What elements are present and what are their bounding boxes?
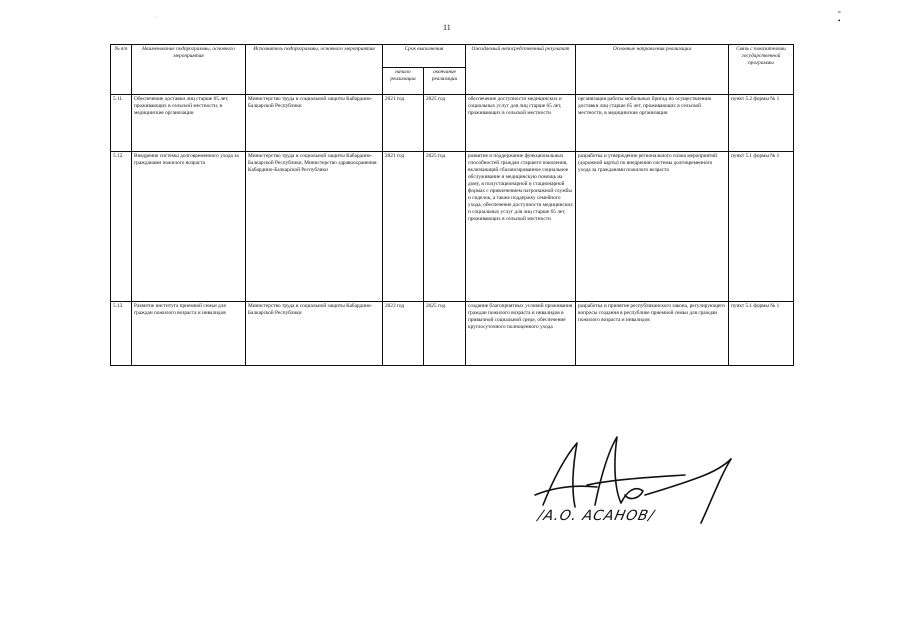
row-executor: Министерство труда и социальной защиты Кабардино-Балкарской Республики	[246, 302, 383, 366]
row-start: 2021 год	[383, 95, 424, 152]
row-executor: Министерство труда и социальной защиты Кабардино-Балкарской Республики, Министерство здравоохранения Кабардино-Балкарской Республики	[246, 152, 383, 302]
row-executor: Министерство труда и социальной защиты Кабардино-Балкарской Республики	[246, 95, 383, 152]
row-directions: разработка и принятие республиканского закона, регулирующего вопросы создания в республике приемной семьи для граждан пожилого возраста и инвалидов	[576, 302, 729, 366]
row-end: 2025 год	[424, 302, 466, 366]
header-link: Связь с показателями государственной программы	[729, 45, 794, 95]
row-directions: разработка и утверждение регионального плана мероприятий (дорожной карты) по внедрению системы долговременного ухода за гражданами пожилого возраста	[576, 152, 729, 302]
row-result: развитие и поддержание функциональных способностей граждан старшего поколения, включающий сбалансированное социальное обслуживание и медицинскую помощь на дому, в полустационарной и стационарной формах с привлечением патронажной службы и сиделок, а также поддержку семейного ухода, обеспечение доступности медицинских и социальных услуг для лиц старше 65 лет, проживающих в сельской местности	[466, 152, 576, 302]
tick-mark: ·	[155, 15, 157, 21]
header-start: начало реализации	[383, 68, 424, 95]
row-name: Обеспечение доставки лиц старше 65 лет, проживающих в сельской местности, в медицинские организации	[132, 95, 246, 152]
row-end: 2025 год	[424, 95, 466, 152]
row-start: 2023 год	[383, 302, 424, 366]
plan-table	[110, 44, 794, 366]
row-link: пункт 5.2 формы № 1	[729, 95, 794, 152]
row-result: создание благоприятных условий проживания граждан пожилого возраста и инвалидов в привычной социальной среде, обеспечение круглосуточного полноценного ухода	[466, 302, 576, 366]
row-link: пункт 5.1 формы № 1	[729, 152, 794, 302]
table-row	[111, 152, 794, 302]
header-term: Срок выполнения	[383, 45, 466, 68]
header-executor: Исполнитель подпрограммы, основного мероприятия	[246, 45, 383, 95]
page-number: 11	[443, 23, 451, 32]
row-start: 2021 год	[383, 152, 424, 302]
header-result: Ожидаемый непосредственный результат	[466, 45, 576, 95]
row-num: 5.11.	[111, 95, 132, 152]
header-end: окончание реализации	[424, 68, 466, 95]
row-num: 5.13.	[111, 302, 132, 366]
table-row	[111, 95, 794, 152]
header-directions: Основные направления реализации	[576, 45, 729, 95]
header-num: № п/п	[111, 45, 132, 95]
row-name: Развитие института приемной семьи для граждан пожилого возраста и инвалидов	[132, 302, 246, 366]
row-directions: организация работы мобильных бригад по осуществлению доставки лиц старше 65 лет, проживающих в сельской местности, в медицинские организации	[576, 95, 729, 152]
row-num: 5.12.	[111, 152, 132, 302]
row-end: 2025 год	[424, 152, 466, 302]
table-row	[111, 302, 794, 366]
header-name: Наименование подпрограммы, основного мероприятия	[132, 45, 246, 95]
row-link: пункт 5.1 формы № 1	[729, 302, 794, 366]
corner-marks: ʷ •	[838, 9, 865, 25]
row-name: Внедрение системы долговременного ухода за гражданами пожилого возраста	[132, 152, 246, 302]
row-result: обеспечение доступности медицинских и социальных услуг для лиц старше 65 лет, проживающих в сельской местности	[466, 95, 576, 152]
signature-caption: /А.О. АСАНОВ/	[536, 508, 657, 524]
